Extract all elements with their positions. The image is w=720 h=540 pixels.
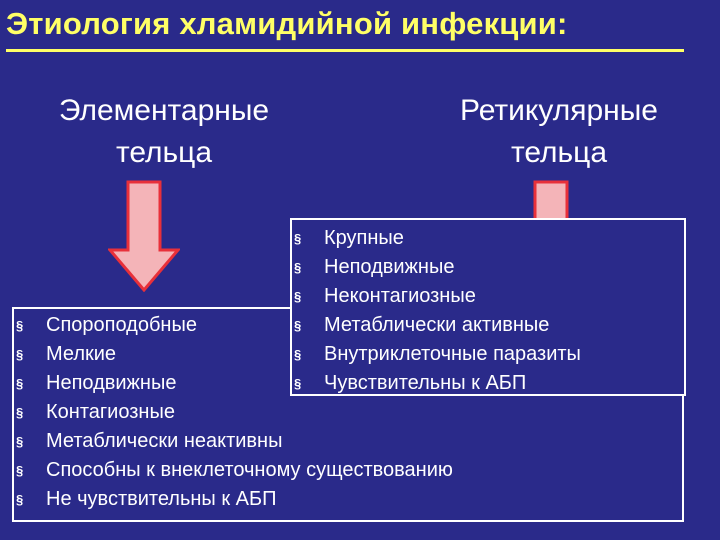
list-item-text: Мелкие bbox=[46, 343, 117, 365]
list-item-text: Крупные bbox=[324, 227, 404, 249]
bullet-icon: § bbox=[294, 347, 302, 362]
list-item-text: Чувствительны к АБП bbox=[324, 372, 527, 394]
heading-reticulate-bodies bbox=[410, 90, 708, 174]
reticulate-bodies-list bbox=[290, 224, 581, 398]
bullet-icon: § bbox=[16, 434, 24, 449]
bullet-icon: § bbox=[294, 260, 302, 275]
heading-elementary-bodies bbox=[14, 90, 314, 174]
bullet-icon: § bbox=[294, 289, 302, 304]
list-item bbox=[290, 340, 581, 369]
list-item-text: Не чувствительны к АБП bbox=[46, 488, 277, 510]
bullet-icon: § bbox=[294, 318, 302, 333]
list-item bbox=[290, 253, 581, 282]
bullet-icon: § bbox=[16, 405, 24, 420]
list-item bbox=[12, 456, 453, 485]
bullet-icon: § bbox=[294, 231, 302, 246]
list-item-text: Неподвижные bbox=[324, 256, 455, 278]
list-item-text: Контагиозные bbox=[46, 401, 175, 423]
list-item bbox=[290, 282, 581, 311]
list-item bbox=[12, 485, 453, 514]
bullet-icon: § bbox=[16, 318, 24, 333]
heading-reticulate-line1: Ретикулярные bbox=[460, 94, 658, 127]
list-item-text: Неконтагиозные bbox=[324, 285, 476, 307]
title-underline bbox=[6, 49, 684, 52]
bullet-icon: § bbox=[294, 376, 302, 391]
heading-elementary-line2: тельца bbox=[115, 136, 213, 169]
list-item-text: Метаблически активные bbox=[324, 314, 550, 336]
bullet-icon: § bbox=[16, 347, 24, 362]
list-item-text: Способны к внеклеточному существованию bbox=[46, 459, 453, 481]
bullet-icon: § bbox=[16, 376, 24, 391]
list-item-text: Внутриклеточные паразиты bbox=[324, 343, 581, 365]
bullet-icon: § bbox=[16, 463, 24, 478]
list-item bbox=[290, 369, 581, 398]
list-item bbox=[12, 427, 453, 456]
heading-reticulate-line2: тельца bbox=[510, 136, 608, 169]
list-item-text: Метаблически неактивны bbox=[46, 430, 283, 452]
heading-elementary-line1: Элементарные bbox=[58, 94, 270, 127]
list-item bbox=[290, 311, 581, 340]
down-arrow-icon bbox=[108, 180, 180, 292]
list-item bbox=[12, 398, 453, 427]
list-item-text: Спороподобные bbox=[46, 314, 197, 336]
list-item bbox=[290, 224, 581, 253]
bullet-icon: § bbox=[16, 492, 24, 507]
slide-title: Этиология хламидийной инфекции: bbox=[6, 6, 568, 41]
list-item-text: Неподвижные bbox=[46, 372, 177, 394]
